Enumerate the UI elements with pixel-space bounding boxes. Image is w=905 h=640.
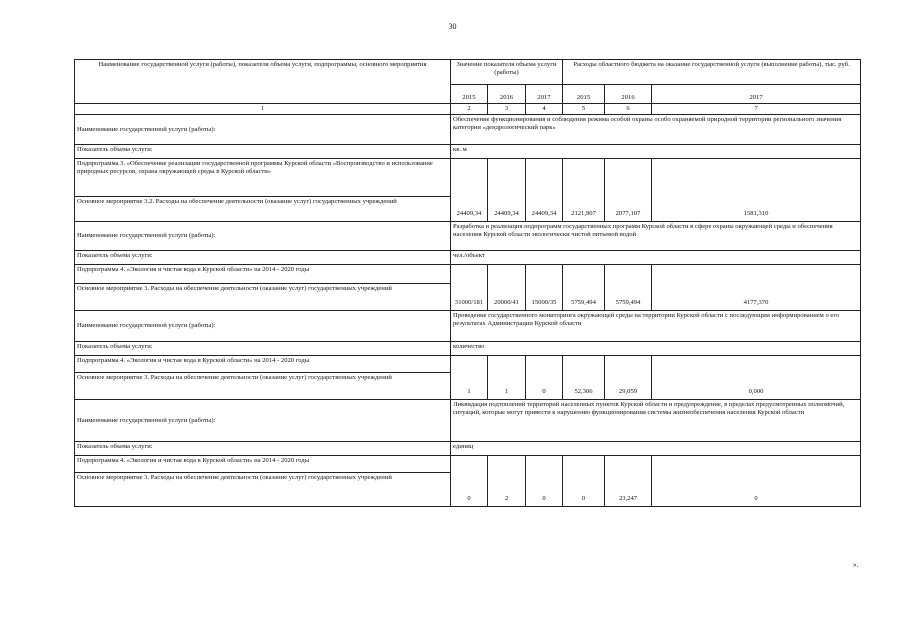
- measure-text: Основное мероприятие 3. Расходы на обеспечение деятельности (оказание услуг) государственных учреждений: [75, 284, 451, 311]
- value-cell: 20000/41: [488, 265, 526, 311]
- value-cell: 1: [451, 356, 488, 400]
- header-budget-column: Расходы областного бюджета на оказание государственной услуги (выполнение работы), тыс. руб.: [563, 60, 861, 85]
- indicator-value: количество: [451, 342, 861, 356]
- indicator-label: Показатель объема услуги:: [75, 342, 451, 356]
- closing-quote-mark: ».: [853, 561, 859, 569]
- column-number: 7: [652, 104, 861, 115]
- header-year: 2015: [563, 85, 605, 104]
- service-row: [75, 311, 861, 342]
- header-year: 2017: [652, 85, 861, 104]
- column-number: 1: [75, 104, 451, 115]
- service-label: Наименование государственной услуги (работы):: [75, 115, 451, 145]
- measure-text: Основное мероприятие 3. Расходы на обеспечение деятельности (оказание услуг) государственных учреждений: [75, 373, 451, 400]
- subprogram-row: [75, 159, 861, 197]
- column-number: 2: [451, 104, 488, 115]
- service-row: [75, 222, 861, 251]
- subprogram-row: [75, 265, 861, 284]
- header-name-column: Наименование государственной услуги (работы), показателя объема услуги, подпрограммы, основного мероприятия: [75, 60, 451, 104]
- subprogram-text: Подпрограмма 4. «Экология и чистая вода в Курской области» на 2014 - 2020 годы: [75, 456, 451, 473]
- value-cell: 52,306: [563, 356, 605, 400]
- value-cell: 0: [526, 356, 563, 400]
- value-cell: 0,000: [652, 356, 861, 400]
- value-cell: 0: [451, 456, 488, 507]
- indicator-value: кв. м: [451, 145, 861, 159]
- column-number: 3: [488, 104, 526, 115]
- column-number: 6: [605, 104, 652, 115]
- value-cell: 2: [488, 456, 526, 507]
- service-label: Наименование государственной услуги (работы):: [75, 400, 451, 442]
- subprogram-row: [75, 456, 861, 473]
- column-number: 4: [526, 104, 563, 115]
- indicator-label: Показатель объема услуги:: [75, 251, 451, 265]
- value-cell: 29,059: [605, 356, 652, 400]
- value-cell: 2121,907: [563, 159, 605, 222]
- service-value: Обеспечение функционирования и соблюдения режима особой охраны особо охраняемой природной территории регионального значения категории «дендрологический парк»: [451, 115, 861, 145]
- value-cell: 31000/181: [451, 265, 488, 311]
- measure-text: Основное мероприятие 3.2. Расходы на обеспечение деятельности (оказание услуг) государственных учреждений: [75, 197, 451, 222]
- service-row: [75, 115, 861, 145]
- value-cell: 23,247: [605, 456, 652, 507]
- value-cell: 24409,34: [488, 159, 526, 222]
- header-year: 2016: [488, 85, 526, 104]
- service-row: [75, 400, 861, 442]
- service-value: Проведение государственного мониторинга окружающей среды на территории Курской области с последующим информированием о его результатах Администрации Курской области: [451, 311, 861, 342]
- value-cell: 15000/35: [526, 265, 563, 311]
- column-number: 5: [563, 104, 605, 115]
- indicator-label: Показатель объема услуги:: [75, 145, 451, 159]
- value-cell: 24409,34: [451, 159, 488, 222]
- subprogram-text: Подпрограмма 3. «Обеспечение реализации государственной программы Курской области «Воспроизводство и использование природных ресурсов, охрана окружающей среды в Курской области»: [75, 159, 451, 197]
- indicator-value: единиц: [451, 442, 861, 456]
- page-number: 30: [448, 22, 457, 31]
- service-value: Разработка и реализация подпрограмм государственных программ Курской области в сфере охраны окружающей среды и обеспечения населения Курской области экологически чистой питьевой водой: [451, 222, 861, 251]
- value-cell: 0: [563, 456, 605, 507]
- header-volume-column: Значение показателя объема услуги (работы): [451, 60, 563, 85]
- value-cell: 2077,107: [605, 159, 652, 222]
- indicator-row: [75, 251, 861, 265]
- value-cell: 5759,494: [605, 265, 652, 311]
- measure-text: Основное мероприятие 3. Расходы на обеспечение деятельности (оказание услуг) государственных учреждений: [75, 473, 451, 507]
- subprogram-text: Подпрограмма 4. «Экология и чистая вода в Курской области» на 2014 - 2020 годы: [75, 356, 451, 373]
- value-cell: 1581,310: [652, 159, 861, 222]
- services-table: [74, 59, 861, 507]
- service-label: Наименование государственной услуги (работы):: [75, 311, 451, 342]
- header-year: 2015: [451, 85, 488, 104]
- subprogram-row: [75, 356, 861, 373]
- indicator-row: [75, 342, 861, 356]
- indicator-label: Показатель объема услуги:: [75, 442, 451, 456]
- value-cell: 4177,370: [652, 265, 861, 311]
- value-cell: 0: [652, 456, 861, 507]
- service-value: Ликвидация подтоплений территорий населенных пунктов Курской области и предупреждение, в пределах предусмотренных полномочий, ситуаций, которые могут привести к нарушению функционирования системы жизнеобеспечения населения Курской области: [451, 400, 861, 442]
- service-label: Наименование государственной услуги (работы):: [75, 222, 451, 251]
- header-year: 2016: [605, 85, 652, 104]
- value-cell: 24409,34: [526, 159, 563, 222]
- indicator-row: [75, 442, 861, 456]
- value-cell: 0: [526, 456, 563, 507]
- indicator-row: [75, 145, 861, 159]
- value-cell: 5759,494: [563, 265, 605, 311]
- header-year: 2017: [526, 85, 563, 104]
- value-cell: 1: [488, 356, 526, 400]
- subprogram-text: Подпрограмма 4. «Экология и чистая вода в Курской области» на 2014 - 2020 годы: [75, 265, 451, 284]
- indicator-value: чел./объект: [451, 251, 861, 265]
